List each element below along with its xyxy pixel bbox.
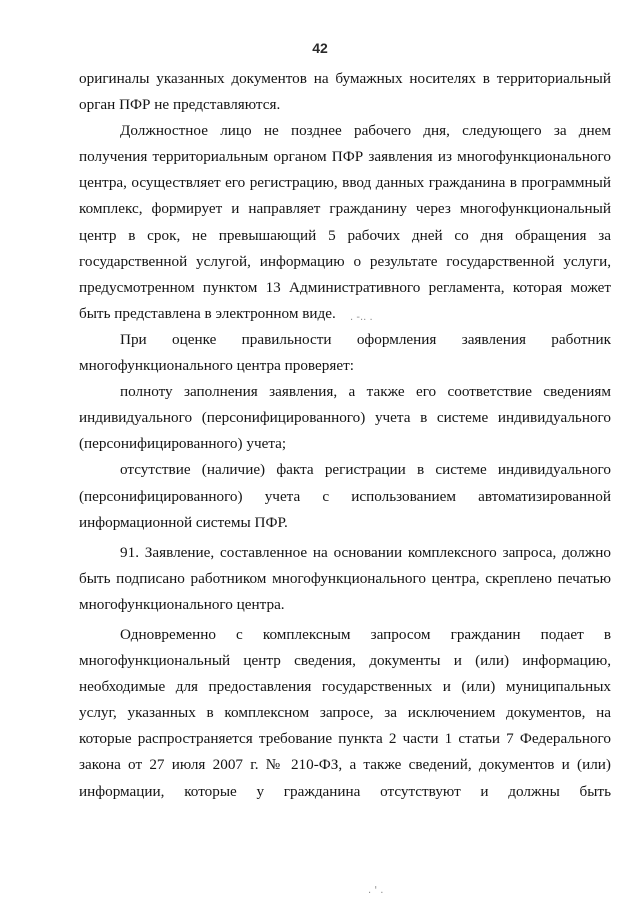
paragraph-official-registration: Должностное лицо не позднее рабочего дня, следующего за днем получения территориальным органом ПФР заявления из многофункционального центра, осуществляет его регистрацию, ввод данных гражданина в программный комплекс, формирует и направляет гражданину через многофункциональный центр в срок, не превышающий 5 рабочих дней со дня обращения за государственной услугой, информацию о результате государственной услуги, предусмотренном пунктом 13 Административного регламента, которая может быть представлена в электронном виде.	[79, 122, 611, 322]
scan-speck: . ' .	[368, 885, 384, 896]
paragraph-completeness-check: полноту заполнения заявления, а также его соответствие сведениям индивидуального (персонифицированного) учета в системе индивидуального (персонифицированного) учета;	[79, 383, 611, 453]
document-body	[79, 66, 611, 805]
paragraph-validation-intro: При оценке правильности оформления заявления работник многофункционального центра проверяет:	[79, 330, 611, 375]
paragraph-continuation: оригиналы указанных документов на бумажных носителях в территориальный орган ПФР не представляются.	[79, 70, 611, 114]
scan-speck: . -.. .	[350, 312, 373, 323]
paragraph-clause-91: 91. Заявление, составленное на основании комплексного запроса, должно быть подписано работником многофункционального центра, скреплено печатью многофункционального центра.	[79, 543, 611, 613]
paragraph-complex-request: Одновременно с комплексным запросом гражданин подает в многофункциональный центр сведения, документы и (или) информацию, необходимые для предоставления государственных и (или) муниципальных услуг, указанных в комплексном запросе, за исключением документов, на которые распространяется требование пункта 2 части 1 статьи 7 Федерального закона от 27 июля 2007 г. № 210-ФЗ, а также сведений, документов и (или) информации, которые у гражданина отсутствуют и должны быть	[79, 625, 611, 800]
page-number: 42	[312, 40, 328, 56]
paragraph-registration-check: отсутствие (наличие) факта регистрации в системе индивидуального (персонифицированного) учета с использованием автоматизированной информационной системы ПФР.	[79, 461, 611, 531]
